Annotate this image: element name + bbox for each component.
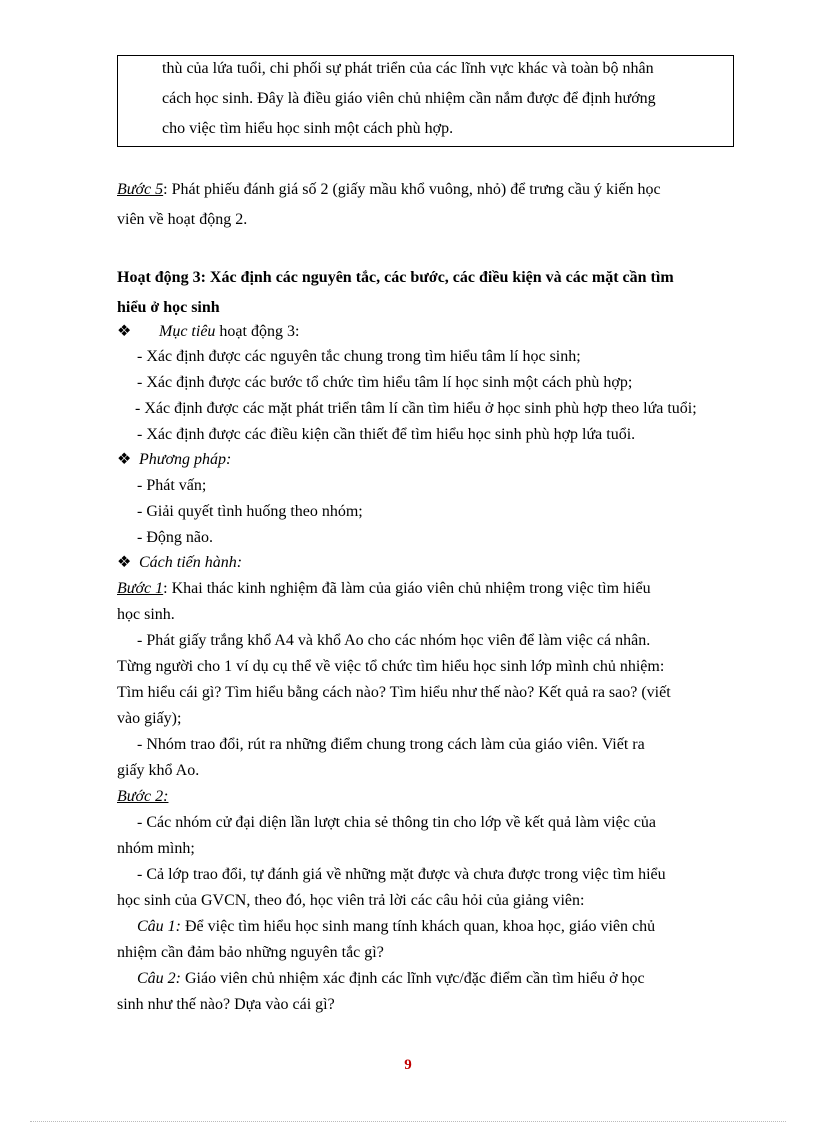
- diamond-bullet-icon: ❖: [117, 451, 132, 468]
- step2-label: Bước 2:: [117, 788, 169, 805]
- activity3-title-line-1: Hoạt động 3: Xác định các nguyên tắc, các bước, các điều kiện và các mặt cần tìm: [117, 269, 674, 286]
- step1-para1-line-2: Từng người cho 1 ví dụ cụ thể về việc tổ chức tìm hiểu học sinh lớp mình chủ nhiệm:: [117, 658, 665, 675]
- diamond-bullet-icon: ❖: [117, 323, 132, 340]
- method-item: - Động não.: [137, 529, 213, 546]
- question-2-line-1: Câu 2: Giáo viên chủ nhiệm xác định các lĩnh vực/đặc điểm cần tìm hiểu ở học: [137, 970, 645, 987]
- method-heading: ❖ Phương pháp:: [117, 451, 232, 468]
- step2-para2-line-2: học sinh của GVCN, theo đó, học viên trả lời các câu hỏi của giảng viên:: [117, 892, 585, 909]
- question-1-line-2: nhiệm cần đảm bảo những nguyên tắc gì?: [117, 944, 384, 961]
- step2-para2-line-1: - Cả lớp trao đổi, tự đánh giá về những mặt được và chưa được trong việc tìm hiểu: [137, 866, 666, 883]
- question-2-line-2: sinh như thế nào? Dựa vào cái gì?: [117, 996, 335, 1013]
- procedure-heading: ❖ Cách tiến hành:: [117, 554, 243, 571]
- method-item: - Giải quyết tình huống theo nhóm;: [137, 503, 363, 520]
- step1-para1-line-3: Tìm hiểu cái gì? Tìm hiểu bằng cách nào? Tìm hiểu như thế nào? Kết quả ra sao? (viết: [117, 684, 671, 701]
- step1-para1-line-1: - Phát giấy trắng khổ A4 và khổ Ao cho các nhóm học viên để làm việc cá nhân.: [137, 632, 651, 649]
- objective-item: - Xác định được các nguyên tắc chung trong tìm hiểu tâm lí học sinh;: [137, 348, 581, 365]
- objective-item: - Xác định được các điều kiện cần thiết để tìm hiểu học sinh phù hợp lứa tuổi.: [137, 426, 636, 443]
- diamond-bullet-icon: ❖: [117, 554, 132, 571]
- activity3-title-line-2: hiểu ở học sinh: [117, 299, 220, 316]
- objective-item: - Xác định được các mặt phát triển tâm lí cần tìm hiểu ở học sinh phù hợp theo lứa tuổi;: [135, 400, 697, 417]
- step1-line-2: học sinh.: [117, 606, 175, 623]
- step1-para1-line-4: vào giấy);: [117, 710, 182, 727]
- box-line-2: cách học sinh. Đây là điều giáo viên chủ nhiệm cần nắm được để định hướng: [162, 90, 656, 107]
- method-item: - Phát vấn;: [137, 477, 207, 494]
- question-1-label: Câu 1:: [137, 918, 181, 935]
- box-line-1: thù của lứa tuổi, chi phối sự phát triển của các lĩnh vực khác và toàn bộ nhân: [162, 60, 654, 77]
- box-line-3: cho việc tìm hiểu học sinh một cách phù hợp.: [162, 120, 454, 137]
- objective-item: - Xác định được các bước tổ chức tìm hiểu tâm lí học sinh một cách phù hợp;: [137, 374, 633, 391]
- step1-para2-line-2: giấy khổ Ao.: [117, 762, 200, 779]
- page-bottom-divider: [30, 1121, 786, 1122]
- step5-label: Bước 5: [117, 181, 164, 198]
- step1-label: Bước 1: [117, 580, 164, 597]
- objective-heading: ❖ Mục tiêu hoạt động 3:: [117, 323, 300, 340]
- step5-line-2: viên về hoạt động 2.: [117, 211, 248, 228]
- question-2-label: Câu 2:: [137, 970, 181, 987]
- question-1-line-1: Câu 1: Để việc tìm hiểu học sinh mang tính khách quan, khoa học, giáo viên chủ: [137, 918, 656, 935]
- step1-para2-line-1: - Nhóm trao đổi, rút ra những điểm chung trong cách làm của giáo viên. Viết ra: [137, 736, 645, 753]
- step5-line-1: Bước 5: Phát phiếu đánh giá số 2 (giấy mầu khổ vuông, nhỏ) để trưng cầu ý kiến học: [117, 181, 661, 198]
- step2-para1-line-1: - Các nhóm cử đại diện lần lượt chia sẻ thông tin cho lớp về kết quả làm việc của: [137, 814, 656, 831]
- step1-line-1: Bước 1: Khai thác kinh nghiệm đã làm của giáo viên chủ nhiệm trong việc tìm hiểu: [117, 580, 651, 597]
- step2-para1-line-2: nhóm mình;: [117, 840, 195, 857]
- boxed-note: [117, 55, 734, 147]
- page-number: 9: [404, 1057, 412, 1073]
